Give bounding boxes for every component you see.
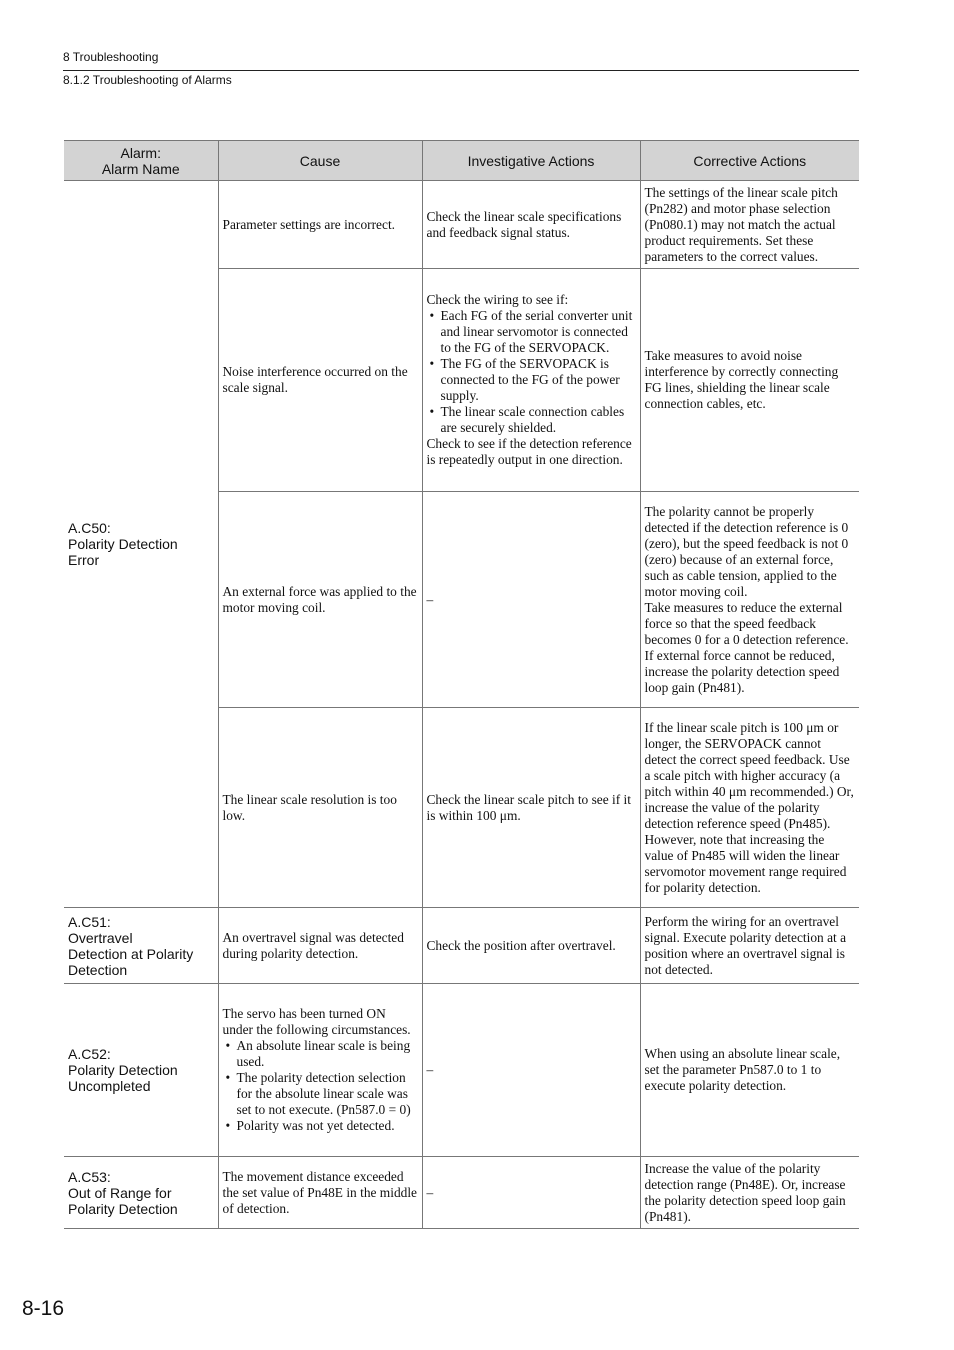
page-number: 8-16 [22,1297,65,1320]
table-row [64,984,859,1157]
cause-intro: The servo has been turned ON under the following circumstances. [222,1006,411,1037]
chapter-header: 8 Troubleshooting [63,50,159,64]
alarm-name-cell [64,984,218,1157]
corrective-cell: Increase the value of the polarity detection range (Pn48E). Or, increase the polarity detection speed loop gain (Pn481). [640,1157,859,1229]
alarm-name-line: Polarity Detection [68,536,178,552]
table-row [64,908,859,984]
alarm-name-line: Detection [68,961,128,978]
alarm-table [64,140,859,1229]
alarm-code: A.C53: [68,1168,111,1185]
header-rule [63,70,859,71]
investigative-cell: Check the linear scale specifications and feedback signal status. [422,181,640,269]
corrective-paragraph: If external force cannot be reduced, increase the polarity detection speed loop gain (Pn481). [644,647,840,695]
alarm-name-cell [64,908,218,984]
header-corrective: Corrective Actions [640,141,859,181]
header-alarm [64,141,218,181]
corrective-cell: Perform the wiring for an overtravel signal. Execute polarity detection at a position where an overtravel signal is not detected. [640,908,859,984]
corrective-cell: The settings of the linear scale pitch (Pn282) and motor phase selection (Pn080.1) may not match the actual product requirements. Set these parameters to the correct values. [640,181,859,269]
alarm-code: A.C50: [68,520,111,536]
cause-cell: Noise interference occurred on the scale signal. [218,269,422,492]
cause-cell [218,984,422,1157]
alarm-name-line: Polarity Detection [68,1062,178,1078]
alarm-name-cell [64,1157,218,1229]
alarm-name-line: Out of Range for [68,1184,172,1201]
alarm-code: A.C52: [68,1046,111,1062]
alarm-name-line: Error [68,552,100,568]
list-item: • The FG of the SERVOPACK is connected to the FG of the power supply. [427,356,636,404]
investigative-cell: Check the linear scale pitch to see if it is within 100 μm. [422,708,640,908]
list-item: • The linear scale connection cables are securely shielded. [427,404,636,436]
list-item: • The polarity detection selection for the absolute linear scale was set to not execute. (Pn587.0 = 0) [223,1070,418,1118]
section-header: 8.1.2 Troubleshooting of Alarms [63,73,232,87]
header-alarm-line1: Alarm: [120,144,161,161]
corrective-paragraph: Take measures to reduce the external force so that the speed feedback becomes 0 for a 0 detection reference. [644,599,849,647]
corrective-cell [640,492,859,708]
alarm-name-line: Uncompleted [68,1078,151,1094]
cause-cell: An external force was applied to the motor moving coil. [218,492,422,708]
investigative-bullet-list [427,308,636,436]
cause-cell: An overtravel signal was detected during polarity detection. [218,908,422,984]
cause-cell: Parameter settings are incorrect. [218,181,422,269]
alarm-name-cell [64,181,218,908]
investigative-cell: – [422,1157,640,1229]
header-investigative: Investigative Actions [422,141,640,181]
cause-cell: The movement distance exceeded the set value of Pn48E in the middle of detection. [218,1157,422,1229]
alarm-name-line: Detection at Polarity [68,945,194,962]
list-item: • Each FG of the serial converter unit and linear servomotor is connected to the FG of the SERVOPACK. [427,308,636,356]
alarm-name-line: Overtravel [68,929,133,946]
investigative-outro: Check to see if the detection reference is repeatedly output in one direction. [426,436,632,467]
corrective-cell: When using an absolute linear scale, set the parameter Pn587.0 to 1 to execute polarity detection. [640,984,859,1157]
table-header-row [64,141,859,181]
investigative-cell: – [422,492,640,708]
corrective-paragraph: The polarity cannot be properly detected if the detection reference is 0 (zero), but the speed feedback is not 0 (zero) because of an external force, such as cable tension, applied to the motor moving coil. [644,503,849,599]
corrective-cell: If the linear scale pitch is 100 μm or longer, the SERVOPACK cannot detect the correct speed feedback. Use a scale pitch with higher accuracy (a pitch within 40 μm recommended.) Or, increase the value of the polarity detection reference speed (Pn485). However, note that increasing the value of Pn485 will widen the linear servomotor movement range required for polarity detection. [640,708,859,908]
header-cause: Cause [218,141,422,181]
list-item: • An absolute linear scale is being used. [223,1038,418,1070]
investigative-cell: Check the position after overtravel. [422,908,640,984]
alarm-name-line: Polarity Detection [68,1200,178,1217]
investigative-cell [422,269,640,492]
header-alarm-line2: Alarm Name [101,160,180,177]
investigative-cell: – [422,984,640,1157]
corrective-cell: Take measures to avoid noise interference by correctly connecting FG lines, shielding the linear scale connection cables, etc. [640,269,859,492]
alarm-code: A.C51: [68,913,111,930]
cause-bullet-list [223,1038,418,1134]
table-row [64,1157,859,1229]
table-row [64,181,859,269]
investigative-intro: Check the wiring to see if: [426,292,569,307]
list-item: • Polarity was not yet detected. [223,1118,418,1134]
cause-cell: The linear scale resolution is too low. [218,708,422,908]
